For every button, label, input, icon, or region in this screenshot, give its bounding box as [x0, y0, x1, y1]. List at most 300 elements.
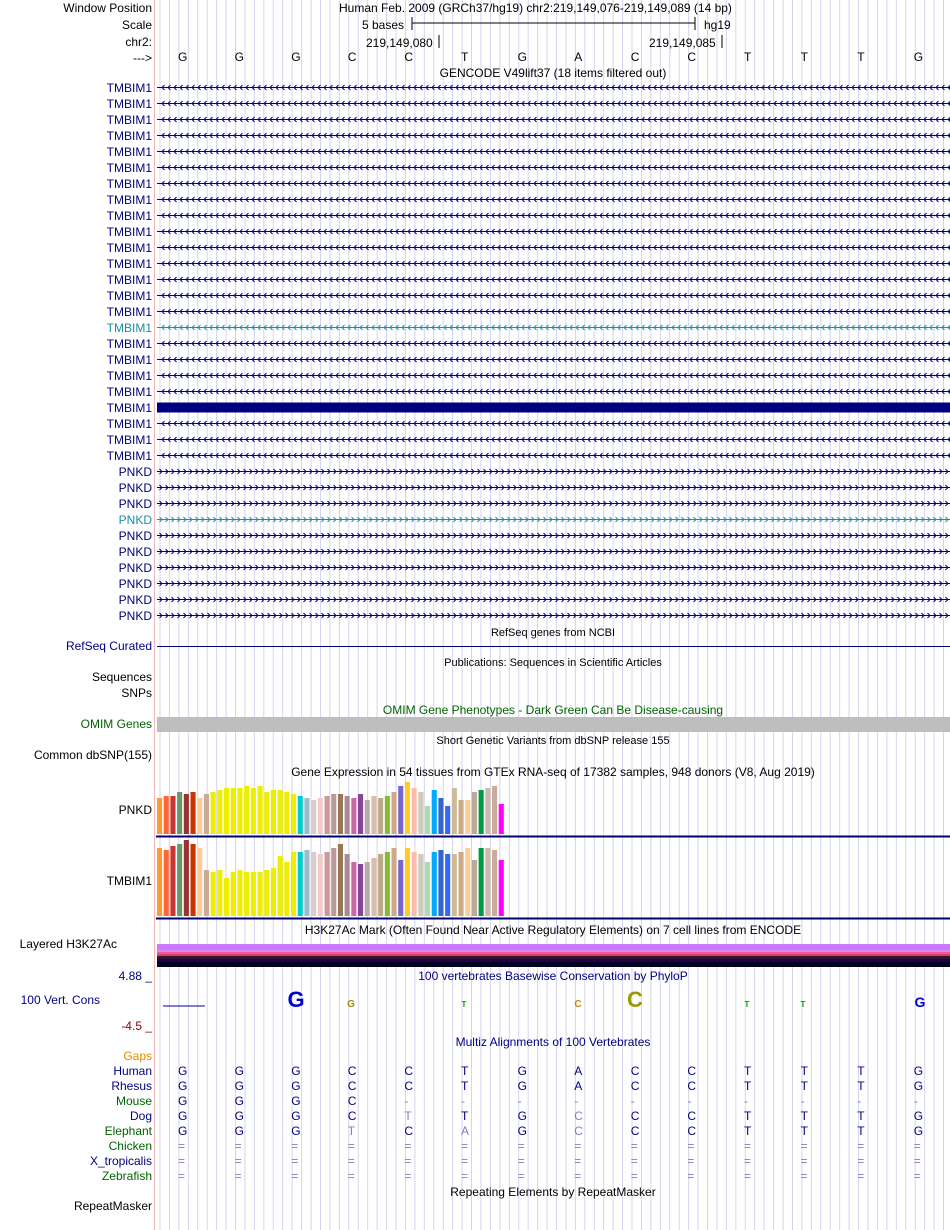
gencode-track-label[interactable]: TMBIM1 [106, 256, 152, 271]
gtex-bar [170, 796, 175, 834]
gtex-bar [331, 848, 336, 916]
gtex-bar [211, 792, 216, 834]
base-letter: G [913, 50, 924, 64]
base-letter: T [857, 50, 865, 64]
gencode-track-label[interactable]: PNKD [118, 480, 152, 495]
gtex-bar [365, 800, 370, 834]
gtex-bar [298, 796, 303, 834]
gtex-bar [418, 792, 423, 834]
gencode-track-label[interactable]: TMBIM1 [106, 432, 152, 447]
phylop-min: -4.5 _ [121, 1019, 152, 1033]
multiz-base: C [404, 1124, 414, 1138]
gtex-bar [485, 788, 490, 834]
gtex-bar [278, 790, 283, 834]
multiz-base: = [291, 1154, 299, 1168]
gtex-bar [331, 794, 336, 834]
dbsnp-title: Short Genetic Variants from dbSNP release 155 [436, 735, 670, 747]
multiz-base: C [574, 1109, 583, 1123]
gtex-bar [204, 870, 209, 916]
gtex-bar [197, 848, 202, 916]
gencode-track-label[interactable]: PNKD [118, 496, 152, 511]
phylop-glyph: T [744, 1000, 750, 1009]
gtex-bar [191, 792, 196, 834]
multiz-gaps-label[interactable]: Gaps [123, 1049, 152, 1063]
gtex-bar [479, 848, 484, 916]
gtex-bar [251, 788, 256, 834]
gencode-track-label[interactable]: TMBIM1 [106, 208, 152, 223]
gencode-track-label[interactable]: TMBIM1 [106, 160, 152, 175]
gtex-bar [284, 792, 289, 834]
multiz-base: T [800, 1079, 808, 1093]
omim-title: OMIM Gene Phenotypes - Dark Green Can Be Disease-causing [382, 703, 724, 717]
gtex-bar [479, 790, 484, 834]
multiz-base: G [291, 1094, 301, 1108]
multiz-base: = [404, 1154, 412, 1168]
gtex-bar [325, 796, 330, 834]
gtex-bar [258, 786, 263, 834]
base-letter: C [347, 50, 357, 64]
phylop-label[interactable]: 100 Vert. Cons [20, 993, 100, 1007]
multiz-base: - [574, 1094, 579, 1108]
multiz-base: = [913, 1139, 921, 1153]
h3k27ac-label[interactable]: Layered H3K27Ac [19, 937, 117, 951]
gencode-track-label[interactable]: TMBIM1 [106, 400, 152, 415]
multiz-base: - [687, 1094, 692, 1108]
gtex-bar [271, 868, 276, 916]
multiz-base: = [178, 1169, 186, 1183]
gencode-track-label[interactable]: PNKD [118, 560, 152, 575]
multiz-base: T [857, 1124, 865, 1138]
multiz-base: C [630, 1079, 640, 1093]
multiz-base: = [461, 1154, 469, 1168]
h3k27ac-layer [157, 952, 950, 954]
h3k27ac-layer [157, 956, 950, 959]
phylop-max: 4.88 _ [118, 969, 152, 983]
multiz-base: G [234, 1109, 244, 1123]
gtex-bar [432, 790, 437, 834]
gtex-bar [298, 852, 303, 916]
gtex-bar [304, 798, 309, 834]
gtex-bar [351, 798, 356, 834]
gtex-bar [264, 870, 269, 916]
assembly-title: Human Feb. 2009 (GRCh37/hg19) chr2:219,149,076-219,149,089 (14 bp) [339, 1, 732, 15]
multiz-base: = [461, 1169, 469, 1183]
gtex-bar [459, 852, 464, 916]
gencode-track-label[interactable]: PNKD [118, 464, 152, 479]
gtex-bar [224, 788, 229, 834]
h3k27ac-layer [157, 954, 950, 956]
gencode-track-label[interactable]: PNKD [118, 528, 152, 543]
gtex-bar [438, 798, 443, 834]
multiz-base: C [687, 1079, 697, 1093]
multiz-base: T [744, 1109, 752, 1123]
gtex-bar [405, 848, 410, 916]
h3k27ac-layer [157, 944, 950, 950]
gtex-bar [425, 862, 430, 916]
gencode-track-label[interactable]: TMBIM1 [106, 320, 152, 335]
gencode-track-label[interactable]: TMBIM1 [106, 240, 152, 255]
gencode-track-label[interactable]: TMBIM1 [106, 128, 152, 143]
chrom-label: chr2: [125, 35, 152, 49]
gtex-bar [217, 870, 222, 916]
gencode-track-label[interactable]: TMBIM1 [106, 192, 152, 207]
multiz-base: G [913, 1124, 924, 1138]
gtex-bar [325, 852, 330, 916]
multiz-base: T [461, 1109, 469, 1123]
multiz-species-label[interactable]: X_tropicalis [89, 1154, 152, 1168]
multiz-base: = [800, 1154, 808, 1168]
multiz-base: T [744, 1124, 752, 1138]
gtex-bar [264, 792, 269, 834]
repeatmasker-label[interactable]: RepeatMasker [73, 1199, 152, 1213]
multiz-base: = [630, 1154, 638, 1168]
base-letter: G [178, 50, 188, 64]
multiz-base: = [347, 1169, 355, 1183]
gencode-track-label[interactable]: PNKD [118, 608, 152, 623]
multiz-base: = [517, 1169, 525, 1183]
multiz-base: = [800, 1169, 808, 1183]
gtex-bar [184, 794, 189, 834]
gtex-bar [425, 806, 430, 834]
gtex-bar [499, 860, 504, 916]
gtex-bar [472, 792, 477, 834]
multiz-base: T [857, 1079, 865, 1093]
multiz-base: - [744, 1094, 748, 1108]
gtex-bar [378, 798, 383, 834]
multiz-base: = [178, 1154, 186, 1168]
gencode-track-label[interactable]: TMBIM1 [106, 448, 152, 463]
gtex-bar [237, 788, 242, 834]
multiz-base: T [347, 1124, 356, 1138]
gtex-bar [251, 872, 256, 916]
refseq-label[interactable]: RefSeq Curated [65, 639, 152, 653]
multiz-base: T [404, 1109, 412, 1123]
multiz-base: C [574, 1124, 583, 1138]
publications-title: Publications: Sequences in Scientific Articles [444, 657, 662, 669]
multiz-base: T [800, 1124, 808, 1138]
multiz-base: C [404, 1064, 414, 1078]
multiz-base: G [913, 1109, 924, 1123]
multiz-base: G [291, 1079, 301, 1093]
multiz-base: G [913, 1079, 924, 1093]
multiz-base: - [800, 1094, 805, 1108]
gtex-bar [217, 790, 222, 834]
gencode-track-label[interactable]: TMBIM1 [106, 144, 152, 159]
gtex-bar [358, 794, 363, 834]
scale-label: Scale [121, 18, 152, 32]
multiz-base: = [800, 1139, 808, 1153]
multiz-base: = [291, 1169, 299, 1183]
gtex-bar [258, 872, 263, 916]
gtex-bar [345, 796, 350, 834]
gtex-bar [177, 844, 182, 916]
gtex-bar [157, 848, 162, 916]
h3k27ac-layer [157, 959, 950, 962]
multiz-base: T [461, 1079, 469, 1093]
gencode-track-label[interactable]: PNKD [118, 512, 152, 527]
multiz-base: = [517, 1139, 525, 1153]
multiz-base: = [744, 1154, 752, 1168]
multiz-base: C [347, 1079, 357, 1093]
multiz-base: = [574, 1154, 582, 1168]
gtex-bar [452, 854, 457, 916]
multiz-base: C [630, 1064, 640, 1078]
h3k27ac-layer [157, 950, 950, 952]
gtex-bar [211, 872, 216, 916]
gencode-track-label[interactable]: TMBIM1 [106, 416, 152, 431]
phylop-glyph: T [461, 1000, 467, 1009]
gtex-bar [398, 860, 403, 916]
gencode-track-label[interactable]: TMBIM1 [106, 336, 152, 351]
gtex-bar [318, 854, 323, 916]
multiz-base: - [461, 1094, 465, 1108]
multiz-species-label[interactable]: Elephant [104, 1124, 152, 1138]
multiz-base: G [517, 1064, 527, 1078]
base-letter: G [517, 50, 527, 64]
gtex-bar [197, 798, 202, 834]
gtex-bar [378, 854, 383, 916]
gtex-bar [412, 788, 417, 834]
dbsnp-label[interactable]: Common dbSNP(155) [33, 748, 152, 762]
multiz-base: C [347, 1094, 357, 1108]
gtex-bar [157, 798, 162, 834]
multiz-base: = [291, 1139, 299, 1153]
gtex-bar [499, 804, 504, 834]
multiz-base: T [744, 1064, 752, 1078]
multiz-base: = [744, 1169, 752, 1183]
gencode-track-label[interactable]: TMBIM1 [106, 224, 152, 239]
multiz-base: G [234, 1094, 244, 1108]
gencode-track-label[interactable]: TMBIM1 [106, 112, 152, 127]
gtex-bar [244, 872, 249, 916]
gtex-bar [271, 790, 276, 834]
multiz-base: = [461, 1139, 469, 1153]
gtex-bar [385, 796, 390, 834]
multiz-species-label[interactable]: Chicken [108, 1139, 152, 1153]
gtex-bar [164, 850, 169, 916]
multiz-base: G [291, 1064, 301, 1078]
multiz-base: - [404, 1094, 409, 1108]
gencode-track-label[interactable]: TMBIM1 [106, 352, 152, 367]
omim-label[interactable]: OMIM Genes [80, 717, 152, 731]
gtex-bar [311, 852, 316, 916]
gtex-bar [459, 800, 464, 834]
gtex-bar [291, 852, 296, 916]
multiz-base: T [857, 1064, 865, 1078]
gtex-bar [244, 786, 249, 834]
gtex-bar [358, 864, 363, 916]
multiz-base: C [404, 1079, 414, 1093]
multiz-base: T [461, 1064, 469, 1078]
gtex-bar [284, 862, 289, 916]
window-position-label: Window Position [63, 1, 152, 15]
gtex-bar [412, 852, 417, 916]
gtex-bar [392, 848, 397, 916]
gtex-label-pnkd[interactable]: PNKD [118, 803, 152, 817]
multiz-base: = [178, 1139, 186, 1153]
multiz-base: = [687, 1169, 695, 1183]
multiz-species-label[interactable]: Mouse [115, 1094, 152, 1108]
gtex-bar [445, 806, 450, 834]
gencode-track-label[interactable]: TMBIM1 [106, 96, 152, 111]
gtex-bar [438, 850, 443, 916]
gencode-track-label[interactable]: TMBIM1 [106, 384, 152, 399]
multiz-base: G [178, 1094, 188, 1108]
multiz-base: = [347, 1139, 355, 1153]
gencode-track-label[interactable]: PNKD [118, 544, 152, 559]
gtex-bar [445, 854, 450, 916]
coord-left: 219,149,080 [366, 36, 433, 50]
multiz-base: - [913, 1094, 918, 1108]
gtex-bar [291, 794, 296, 834]
base-letter: T [461, 50, 469, 64]
coord-right: 219,149,085 [649, 36, 716, 50]
multiz-base: = [630, 1139, 638, 1153]
gencode-track-label[interactable]: TMBIM1 [106, 288, 152, 303]
publications-label-2[interactable]: SNPs [121, 686, 152, 700]
multiz-base: G [291, 1124, 301, 1138]
gencode-exon-block [157, 403, 950, 413]
multiz-base: - [630, 1094, 635, 1108]
multiz-base: A [574, 1079, 583, 1093]
gtex-bar [485, 848, 490, 916]
multiz-base: = [857, 1154, 865, 1168]
gtex-bar [177, 792, 182, 834]
multiz-base: T [857, 1109, 865, 1123]
assembly-short: hg19 [704, 18, 731, 32]
h3k27ac-layer [157, 962, 950, 967]
multiz-base: = [913, 1169, 921, 1183]
gtex-bar [465, 848, 470, 916]
phylop-glyph: G [287, 987, 305, 1012]
gencode-track-label[interactable]: PNKD [118, 592, 152, 607]
multiz-base: = [744, 1139, 752, 1153]
gtex-bar [184, 840, 189, 916]
gtex-bar [311, 800, 316, 834]
gtex-bar [164, 796, 169, 834]
gtex-bar [351, 862, 356, 916]
scale-text: 5 bases [362, 18, 405, 32]
multiz-base: C [630, 1109, 640, 1123]
gtex-bar [492, 786, 497, 834]
base-letter: C [404, 50, 414, 64]
multiz-title: Multiz Alignments of 100 Vertebrates [455, 1035, 651, 1049]
multiz-base: = [630, 1169, 638, 1183]
gencode-track-label[interactable]: TMBIM1 [106, 80, 152, 95]
multiz-base: = [347, 1154, 355, 1168]
gtex-bar [237, 870, 242, 916]
gtex-bar [452, 788, 457, 834]
gtex-label-tmbim1[interactable]: TMBIM1 [106, 874, 152, 888]
multiz-species-label[interactable]: Human [113, 1064, 152, 1078]
gtex-bar [338, 794, 343, 834]
gtex-bar [371, 858, 376, 916]
multiz-base: C [687, 1109, 697, 1123]
gtex-bar [231, 872, 236, 916]
gencode-track-label[interactable]: PNKD [118, 576, 152, 591]
multiz-base: G [178, 1124, 188, 1138]
gtex-title: Gene Expression in 54 tissues from GTEx RNA-seq of 17382 samples, 948 donors (V8, Aug 2019) [291, 765, 815, 779]
multiz-base: = [857, 1139, 865, 1153]
gtex-bar [191, 844, 196, 916]
gencode-track-label[interactable]: TMBIM1 [106, 272, 152, 287]
phylop-glyph: T [800, 1000, 806, 1009]
multiz-species-label[interactable]: Rhesus [111, 1079, 152, 1093]
multiz-base: C [630, 1124, 640, 1138]
phylop-glyph: G [914, 994, 926, 1010]
multiz-base: = [574, 1169, 582, 1183]
multiz-base: = [574, 1139, 582, 1153]
multiz-species-label[interactable]: Zebrafish [101, 1169, 152, 1183]
multiz-base: = [517, 1154, 525, 1168]
multiz-base: G [178, 1109, 188, 1123]
phylop-glyph: C [627, 987, 643, 1012]
gtex-bar [204, 794, 209, 834]
base-letter: C [687, 50, 697, 64]
gtex-bar [278, 856, 283, 916]
omim-bar [157, 717, 950, 732]
gtex-bar [371, 796, 376, 834]
multiz-base: = [234, 1169, 242, 1183]
gtex-bar [418, 854, 423, 916]
base-letter: G [234, 50, 244, 64]
multiz-base: C [687, 1124, 697, 1138]
multiz-base: - [517, 1094, 522, 1108]
base-letter: A [574, 50, 583, 64]
multiz-base: - [857, 1094, 862, 1108]
gtex-bar [472, 860, 477, 916]
gtex-bar [405, 782, 410, 834]
gtex-bar [304, 850, 309, 916]
gtex-bar [385, 852, 390, 916]
multiz-base: C [687, 1064, 697, 1078]
gencode-track-label[interactable]: TMBIM1 [106, 176, 152, 191]
multiz-base: T [800, 1064, 808, 1078]
gtex-bar [224, 878, 229, 916]
publications-label-1[interactable]: Sequences [91, 670, 152, 684]
phylop-title: 100 vertebrates Basewise Conservation by PhyloP [418, 969, 688, 983]
gtex-bar [170, 846, 175, 916]
multiz-base: T [744, 1079, 752, 1093]
gencode-track-label[interactable]: TMBIM1 [106, 368, 152, 383]
gtex-bar [338, 844, 343, 916]
gencode-track-label[interactable]: TMBIM1 [106, 304, 152, 319]
multiz-base: G [517, 1079, 527, 1093]
base-letter: T [744, 50, 752, 64]
multiz-base: = [687, 1154, 695, 1168]
base-letter: T [800, 50, 808, 64]
multiz-base: C [347, 1109, 357, 1123]
gtex-bar [432, 852, 437, 916]
multiz-base: = [913, 1154, 921, 1168]
multiz-base: G [517, 1124, 527, 1138]
multiz-base: A [461, 1124, 470, 1138]
base-letter: C [630, 50, 640, 64]
multiz-base: G [234, 1079, 244, 1093]
multiz-base: G [517, 1109, 527, 1123]
multiz-base: = [404, 1169, 412, 1183]
gtex-bar [318, 798, 323, 834]
multiz-base: G [913, 1064, 924, 1078]
multiz-base: G [178, 1079, 188, 1093]
multiz-species-label[interactable]: Dog [129, 1109, 152, 1123]
multiz-base: G [234, 1124, 244, 1138]
multiz-base: G [234, 1064, 244, 1078]
multiz-base: C [347, 1064, 357, 1078]
multiz-base: T [800, 1109, 808, 1123]
multiz-base: G [291, 1109, 301, 1123]
multiz-base: = [857, 1169, 865, 1183]
